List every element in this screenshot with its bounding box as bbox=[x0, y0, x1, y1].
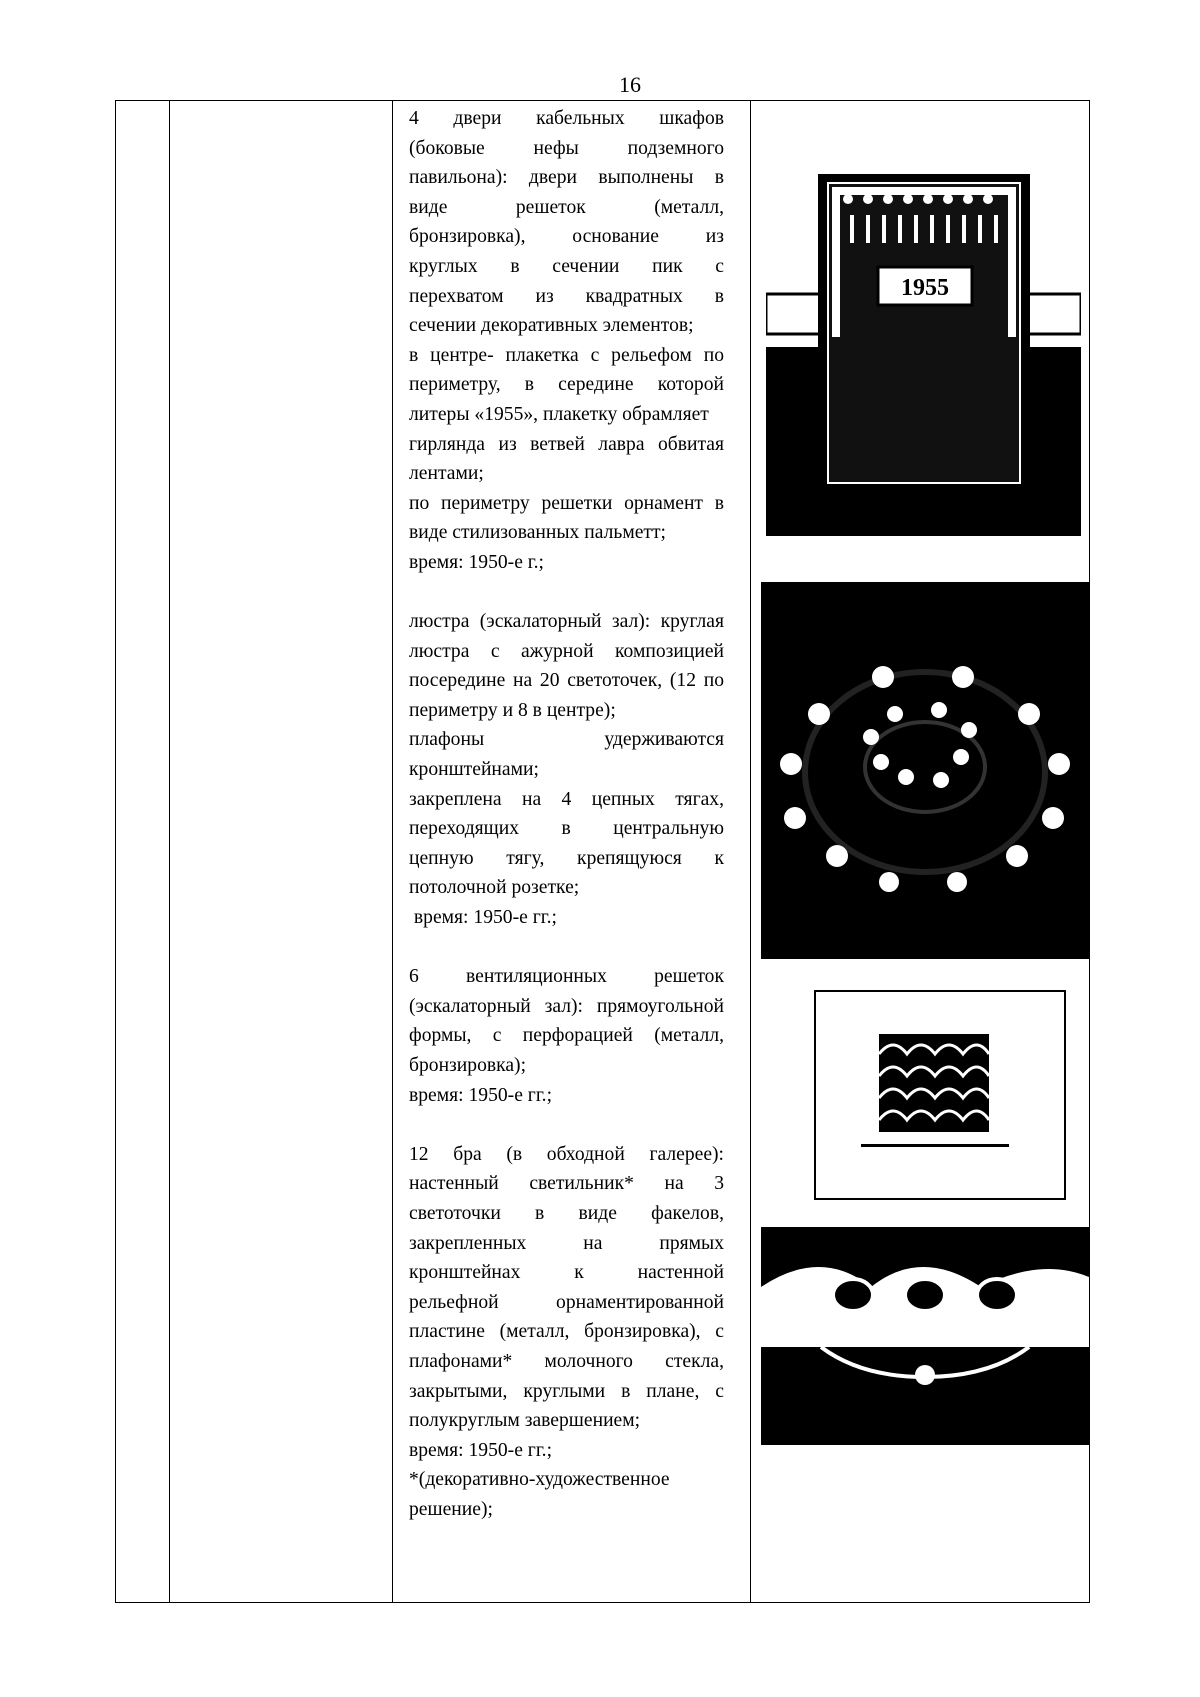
text-line: павильона): двери выполнены в bbox=[409, 167, 724, 189]
text-line: круглых в сечении пик с bbox=[409, 255, 724, 277]
text-line: виде решеток (металл, bbox=[409, 196, 724, 218]
text-line: время: 1950-е гг.; bbox=[409, 1084, 553, 1106]
text-line: сечении декоративных элементов; bbox=[409, 315, 694, 337]
text-line: лентами; bbox=[409, 463, 484, 485]
text-line: решение); bbox=[409, 1498, 493, 1520]
text-line: кронштейнах к настенной bbox=[409, 1262, 724, 1284]
entry-doors bbox=[409, 104, 724, 578]
text-line: настенный светильник* на 3 bbox=[409, 1173, 724, 1195]
column-divider bbox=[169, 101, 170, 1602]
text-line: люстра с ажурной композицией bbox=[409, 640, 724, 662]
text-line: время: 1950-е гг.; bbox=[409, 907, 557, 929]
svg-text:1955: 1955 bbox=[901, 275, 949, 301]
text-line: литеры «1955», плакетку обрамляет bbox=[409, 403, 709, 425]
text-line: в центре- плакетка с рельефом по bbox=[409, 344, 724, 366]
text-line: рельефной орнаментированной bbox=[409, 1291, 724, 1313]
text-line: периметру, в середине которой bbox=[409, 374, 724, 396]
page-number: 16 bbox=[619, 72, 641, 97]
text-line: (эскалаторный зал): прямоугольной bbox=[409, 995, 724, 1017]
text-line: пластине (металл, бронзировка), с bbox=[409, 1321, 724, 1343]
text-line: кронштейнами; bbox=[409, 759, 539, 781]
column-divider bbox=[750, 101, 751, 1602]
text-line: полукруглым завершением; bbox=[409, 1410, 641, 1432]
text-line: 6 вентиляционных решеток bbox=[409, 966, 724, 988]
text-line: 4 двери кабельных шкафов bbox=[409, 108, 724, 129]
text-line: бронзировка); bbox=[409, 1055, 527, 1076]
text-line: (боковые нефы подземного bbox=[409, 137, 724, 159]
text-line: закрепленных на прямых bbox=[409, 1232, 724, 1254]
text-line: гирлянда из ветвей лавра обвитая bbox=[409, 433, 724, 455]
door-photo bbox=[766, 159, 1081, 536]
text-line: перехватом из квадратных в bbox=[409, 285, 724, 307]
text-line: переходящих в центральную bbox=[409, 818, 724, 840]
text-line: плафонами* молочного стекла, bbox=[409, 1350, 724, 1372]
entry-grilles bbox=[409, 962, 724, 1110]
text-line: закреплена на 4 цепных тягах, bbox=[409, 788, 724, 810]
text-line: формы, с перфорацией (металл, bbox=[409, 1025, 724, 1047]
text-line: *(декоративно-художественное bbox=[409, 1469, 670, 1491]
text-line: потолочной розетке; bbox=[409, 877, 580, 899]
text-line: цепную тягу, крепящуюся к bbox=[409, 847, 724, 869]
text-line: светоточки в виде факелов, bbox=[409, 1202, 724, 1224]
entry-sconces bbox=[409, 1140, 724, 1525]
text-line: люстра (эскалаторный зал): круглая bbox=[409, 611, 724, 633]
text-line: виде стилизованных пальметт; bbox=[409, 522, 666, 544]
text-line: посередине на 20 светоточек, (12 по bbox=[409, 670, 724, 692]
chandelier-photo bbox=[761, 582, 1089, 959]
monument-table bbox=[115, 100, 1090, 1603]
text-line: время: 1950-е гг.; bbox=[409, 1439, 553, 1461]
ventilation-grille-photo bbox=[814, 990, 1066, 1200]
text-line: закрытыми, круглыми в плане, с bbox=[409, 1380, 724, 1402]
text-line: 12 бра (в обходной галерее): bbox=[409, 1143, 724, 1165]
description-column bbox=[393, 101, 736, 1554]
text-line: периметру и 8 в центре); bbox=[409, 699, 616, 721]
text-line: время: 1950-е г.; bbox=[409, 551, 544, 573]
text-line: бронзировка), основание из bbox=[409, 226, 724, 248]
text-line: плафоны удерживаются bbox=[409, 729, 724, 751]
text-line: по периметру решетки орнамент в bbox=[409, 492, 724, 514]
entry-chandelier bbox=[409, 607, 724, 933]
sconce-photo bbox=[761, 1227, 1089, 1445]
